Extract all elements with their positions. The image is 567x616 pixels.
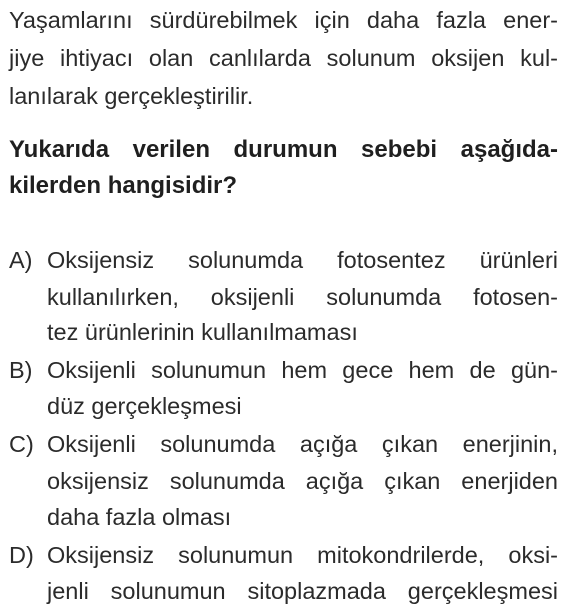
option-letter: D)	[9, 542, 34, 568]
stem-line: Yaşamlarını sürdürebilmek için daha fazla ener-	[9, 7, 558, 33]
option-text: Oksijensiz solunumda fotosentez ürünleri	[47, 247, 558, 273]
option-text: Oksijenli solunumun hem gece hem de gün-	[47, 357, 558, 383]
prompt-line: kilerden hangisidir?	[9, 172, 238, 199]
prompt-line: Yukarıda verilen durumun sebebi aşağıda-	[9, 136, 558, 163]
stem-line: jiye ihtiyacı olan canlılarda solunum oksijen kul-	[9, 45, 558, 71]
option-letter: B)	[9, 357, 33, 383]
stem-line: lanılarak gerçekleştirilir.	[9, 83, 254, 109]
option-text: tez ürünlerinin kullanılmaması	[47, 319, 358, 345]
option-text: Oksijensiz solunumun mitokondrilerde, oksi-	[47, 542, 558, 568]
option-text: jenli solunumun sitoplazmada gerçekleşmesi	[47, 578, 558, 604]
option-letter: C)	[9, 431, 34, 457]
option-text: oksijensiz solunumda açığa çıkan enerjiden	[47, 468, 558, 494]
option-text: düz gerçekleşmesi	[47, 393, 242, 419]
option-text: daha fazla olması	[47, 504, 232, 530]
option-letter: A)	[9, 247, 33, 273]
option-text: kullanılırken, oksijenli solunumda fotosen-	[47, 284, 558, 310]
option-text: Oksijenli solunumda açığa çıkan enerjinin,	[47, 431, 558, 457]
